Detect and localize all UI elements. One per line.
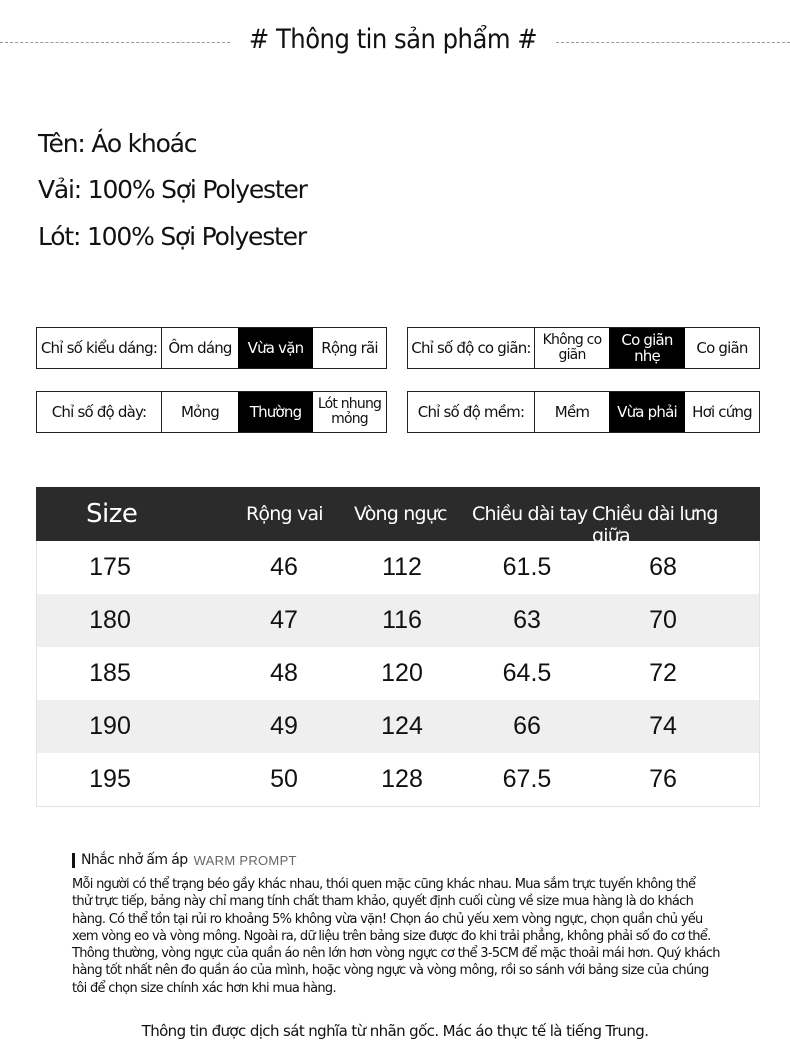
table-row <box>36 594 760 647</box>
warm-prompt-heading <box>72 852 752 868</box>
cell-shoulder: 46 <box>270 553 298 581</box>
style-index <box>36 327 387 369</box>
cell-shoulder: 47 <box>270 606 298 634</box>
style-option-loose: Rộng rãi <box>321 339 378 357</box>
cell-chest: 116 <box>382 606 422 634</box>
stretch-option-light-selected: Co giãn nhẹ <box>609 328 685 368</box>
cell-chest: 112 <box>382 553 422 581</box>
softness-index <box>407 391 760 433</box>
thickness-option-normal-selected: Thường <box>238 392 313 432</box>
warm-prompt-line: Mỗi người có thể trạng béo gầy khác nhau, thói quen mặc cũng khác nhau. Mua sắm trực tuyến không thể <box>72 877 696 892</box>
header-sleeve: Chiều dài tay <box>472 503 588 525</box>
cell-sleeve: 67.5 <box>502 765 552 793</box>
warm-prompt-line: Thông thường, vòng ngực của quần áo nên lớn hơn vòng ngực cơ thể 3-5CM để mặc thoải mái hơn. Quý khách <box>72 946 720 962</box>
style-index-label: Chỉ số kiểu dáng: <box>37 328 162 368</box>
cell-back-length: 68 <box>649 553 677 581</box>
cell-shoulder: 50 <box>270 765 298 793</box>
softness-option-soft: Mềm <box>554 403 590 421</box>
header-size: Size <box>86 499 138 529</box>
cell-back-length: 74 <box>649 712 677 740</box>
warm-prompt-title: Nhắc nhở ấm áp <box>81 852 188 868</box>
warm-prompt-line: xem vòng eo và vòng mông. Ngoài ra, dữ liệu trên bảng size được đo khi trải phẳng, không phải số đo cơ thể. <box>72 928 711 944</box>
thickness-index-label: Chỉ số độ dày: <box>37 392 162 432</box>
cell-size: 190 <box>89 712 131 740</box>
header-chest: Vòng ngực <box>354 503 447 525</box>
table-row <box>36 700 760 753</box>
header-shoulder: Rộng vai <box>246 503 323 525</box>
thickness-option-thin-fleece: Lót nhung mỏng <box>317 396 382 427</box>
warm-prompt-title-en: WARM PROMPT <box>193 852 297 868</box>
style-option-slim: Ôm dáng <box>168 339 232 357</box>
cell-size: 185 <box>89 659 131 687</box>
section-header <box>0 20 790 68</box>
cell-back-length: 70 <box>649 606 677 634</box>
cell-size: 175 <box>89 553 131 581</box>
size-table-body <box>36 541 760 807</box>
header-back-length: Chiều dài lưng giữa <box>592 503 718 547</box>
footer-note: Thông tin được dịch sát nghĩa từ nhãn gốc. Mác áo thực tế là tiếng Trung. <box>141 1022 649 1040</box>
thickness-index <box>36 391 387 433</box>
cell-back-length: 72 <box>649 659 677 687</box>
cell-chest: 120 <box>381 659 423 687</box>
spec-name: Tên: Áo khoác <box>38 129 197 158</box>
warm-prompt-line: tôi để chọn size chính xác hơn khi mua hàng. <box>72 980 336 996</box>
cell-shoulder: 49 <box>270 712 298 740</box>
thickness-option-thin: Mỏng <box>181 403 219 421</box>
cell-size: 180 <box>89 606 131 634</box>
table-row <box>36 647 760 700</box>
cell-sleeve: 61.5 <box>502 553 552 581</box>
warm-prompt <box>72 852 752 997</box>
table-row <box>36 753 760 807</box>
warm-prompt-body <box>72 876 752 997</box>
softness-index-label: Chỉ số độ mềm: <box>408 392 535 432</box>
softness-option-medium-selected: Vừa phải <box>609 392 685 432</box>
cell-sleeve: 63 <box>513 606 541 634</box>
header-divider-left <box>0 42 230 43</box>
stretch-index-label: Chỉ số độ co giãn: <box>408 328 535 368</box>
size-table-header <box>36 487 760 547</box>
size-table <box>36 487 760 807</box>
stretch-option-none: Không co giãn <box>542 332 602 363</box>
cell-chest: 124 <box>381 712 423 740</box>
section-title: # Thông tin sản phẩm # <box>248 24 538 55</box>
heading-bar-icon <box>72 853 75 868</box>
warm-prompt-line: thử trực tiếp, bảng này chỉ mang tính chất tham khảo, quyết định cuối cùng về size mua hàng là do khách <box>72 894 694 910</box>
stretch-option-stretch: Co giãn <box>696 339 748 357</box>
cell-shoulder: 48 <box>270 659 298 687</box>
spec-lining: Lót: 100% Sợi Polyester <box>38 222 306 251</box>
spec-fabric: Vải: 100% Sợi Polyester <box>38 175 307 204</box>
cell-sleeve: 64.5 <box>502 659 552 687</box>
warm-prompt-line: hàng tốt nhất nên đo quần áo của mình, hoặc vòng ngực và vòng mông, rồi so sánh với bảng size của chúng <box>72 963 709 979</box>
cell-size: 195 <box>89 765 131 793</box>
cell-back-length: 76 <box>649 765 677 793</box>
table-row <box>36 541 760 594</box>
warm-prompt-line: hàng. Có thể tồn tại rủi ro khoảng 5% không vừa vặn! Chọn áo chủ yếu xem vòng ngực, chọn quần chủ yếu <box>72 911 703 927</box>
softness-option-stiff: Hơi cứng <box>692 403 752 421</box>
stretch-index <box>407 327 760 369</box>
cell-chest: 128 <box>381 765 423 793</box>
style-option-regular-selected: Vừa vặn <box>238 328 313 368</box>
cell-sleeve: 66 <box>513 712 541 740</box>
header-divider-right <box>556 42 790 43</box>
